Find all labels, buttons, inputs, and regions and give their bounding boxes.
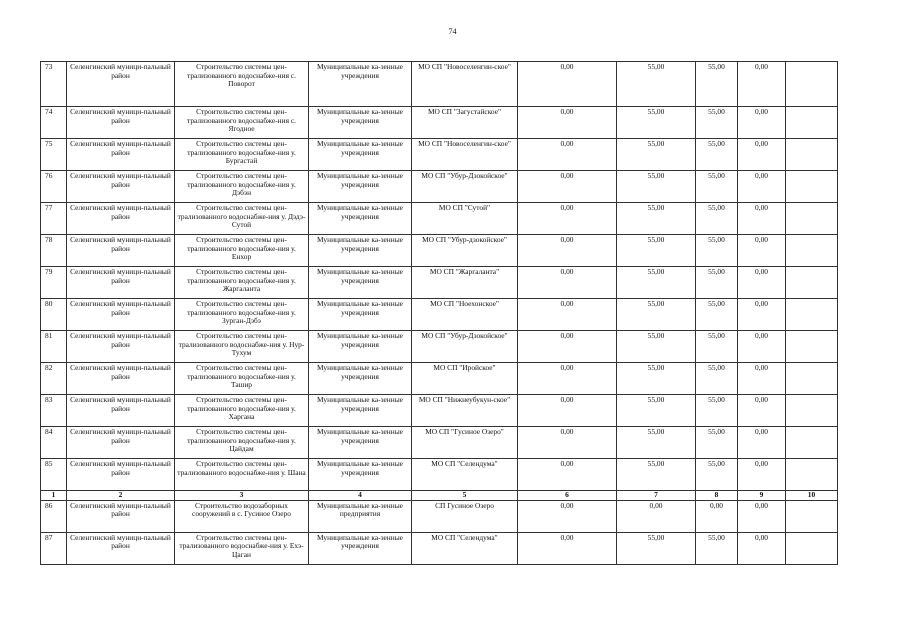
- municipality-cell: МО СП "Селендума": [412, 459, 518, 491]
- district-cell: Селенгинский муници-пальный район: [67, 500, 175, 532]
- district-cell: Селенгинский муници-пальный район: [67, 139, 175, 171]
- row-number-cell: 82: [41, 363, 67, 395]
- value-cell-10: [786, 532, 838, 564]
- recipient-cell: Муниципальные ка-зенные учреждения: [309, 267, 412, 299]
- recipient-cell: Муниципальные ка-зенные учреждения: [309, 331, 412, 363]
- recipient-cell: Муниципальные ка-зенные учреждения: [309, 299, 412, 331]
- value-cell-9: 0,00: [738, 267, 786, 299]
- table-body-lower: [41, 500, 838, 564]
- value-cell-9: 0,00: [738, 427, 786, 459]
- value-cell-10: [786, 139, 838, 171]
- value-cell-8: 55,00: [696, 459, 738, 491]
- value-cell-9: 0,00: [738, 395, 786, 427]
- district-cell: Селенгинский муници-пальный район: [67, 299, 175, 331]
- value-cell-6: 0,00: [518, 427, 617, 459]
- value-cell-6: 0,00: [518, 395, 617, 427]
- value-cell-6: 0,00: [518, 331, 617, 363]
- district-cell: Селенгинский муници-пальный район: [67, 395, 175, 427]
- value-cell-9: 0,00: [738, 363, 786, 395]
- recipient-cell: Муниципальные ка-зенные предприятия: [309, 500, 412, 532]
- municipality-cell: МО СП "Новоселенгин-ское": [412, 62, 518, 107]
- value-cell-9: 0,00: [738, 171, 786, 203]
- value-cell-6: 0,00: [518, 299, 617, 331]
- value-cell-9: 0,00: [738, 532, 786, 564]
- recipient-cell: Муниципальные ка-зенные учреждения: [309, 139, 412, 171]
- value-cell-7: 55,00: [617, 395, 696, 427]
- row-number-cell: 77: [41, 203, 67, 235]
- value-cell-10: [786, 500, 838, 532]
- value-cell-8: 55,00: [696, 62, 738, 107]
- recipient-cell: Муниципальные ка-зенные учреждения: [309, 363, 412, 395]
- district-cell: Селенгинский муници-пальный район: [67, 107, 175, 139]
- value-cell-7: 55,00: [617, 203, 696, 235]
- value-cell-8: 55,00: [696, 203, 738, 235]
- project-cell: Строительство системы цен-трализованного водоснабже-ния у. Нур-Тухум: [175, 331, 309, 363]
- value-cell-9: 0,00: [738, 139, 786, 171]
- project-cell: Строительство системы цен-трализованного водоснабже-ния у. Дэдэ-Сутой: [175, 203, 309, 235]
- project-cell: Строительство системы цен-трализованного водоснабже-ния у. Харгана: [175, 395, 309, 427]
- project-cell: Строительство системы цен-трализованного водоснабже-ния у. Енхор: [175, 235, 309, 267]
- value-cell-7: 55,00: [617, 363, 696, 395]
- value-cell-6: 0,00: [518, 532, 617, 564]
- value-cell-7: 55,00: [617, 139, 696, 171]
- district-cell: Селенгинский муници-пальный район: [67, 363, 175, 395]
- district-cell: Селенгинский муници-пальный район: [67, 427, 175, 459]
- value-cell-8: 55,00: [696, 395, 738, 427]
- value-cell-8: 55,00: [696, 532, 738, 564]
- value-cell-6: 0,00: [518, 139, 617, 171]
- row-number-cell: 87: [41, 532, 67, 564]
- value-cell-8: 0,00: [696, 500, 738, 532]
- row-number-cell: 75: [41, 139, 67, 171]
- table-row: [41, 459, 838, 491]
- page-number: 74: [448, 27, 457, 36]
- row-number-cell: 84: [41, 427, 67, 459]
- col-number-cell: 4: [309, 491, 412, 501]
- recipient-cell: Муниципальные ка-зенные учреждения: [309, 427, 412, 459]
- col-number-cell: 5: [412, 491, 518, 501]
- value-cell-9: 0,00: [738, 500, 786, 532]
- municipality-cell: МО СП "Сутой": [412, 203, 518, 235]
- value-cell-6: 0,00: [518, 235, 617, 267]
- table-row: [41, 299, 838, 331]
- municipality-cell: СП Гусиное Озеро: [412, 500, 518, 532]
- recipient-cell: Муниципальные ка-зенные учреждения: [309, 107, 412, 139]
- recipient-cell: Муниципальные ка-зенные учреждения: [309, 62, 412, 107]
- value-cell-7: 55,00: [617, 107, 696, 139]
- project-cell: Строительство системы цен-трализованного водоснабже-ния у. Жаргаланта: [175, 267, 309, 299]
- municipality-cell: МО СП "Убур-дзокойское": [412, 235, 518, 267]
- row-number-cell: 80: [41, 299, 67, 331]
- municipality-cell: МО СП "Новоселенгин-ское": [412, 139, 518, 171]
- project-cell: Строительство системы цен-трализованного водоснабже-ния с. Ягодное: [175, 107, 309, 139]
- row-number-cell: 79: [41, 267, 67, 299]
- recipient-cell: Муниципальные ка-зенные учреждения: [309, 459, 412, 491]
- value-cell-10: [786, 62, 838, 107]
- table-body-upper: [41, 62, 838, 491]
- project-cell: Строительство водозаборных сооружений в с. Гусиное Озеро: [175, 500, 309, 532]
- table-row: [41, 203, 838, 235]
- district-cell: Селенгинский муници-пальный район: [67, 62, 175, 107]
- recipient-cell: Муниципальные ка-зенные учреждения: [309, 203, 412, 235]
- row-number-cell: 81: [41, 331, 67, 363]
- value-cell-8: 55,00: [696, 427, 738, 459]
- value-cell-8: 55,00: [696, 363, 738, 395]
- value-cell-9: 0,00: [738, 235, 786, 267]
- col-number-cell: 7: [617, 491, 696, 501]
- table-row: [41, 363, 838, 395]
- table-row: [41, 532, 838, 564]
- value-cell-10: [786, 235, 838, 267]
- project-cell: Строительство системы цен-трализованного водоснабже-ния у. Бургастай: [175, 139, 309, 171]
- value-cell-7: 55,00: [617, 459, 696, 491]
- municipality-cell: МО СП "Жаргаланта": [412, 267, 518, 299]
- value-cell-9: 0,00: [738, 203, 786, 235]
- recipient-cell: Муниципальные ка-зенные учреждения: [309, 171, 412, 203]
- project-cell: Строительство системы цен-трализованного водоснабже-ния у. Шана: [175, 459, 309, 491]
- row-number-cell: 85: [41, 459, 67, 491]
- value-cell-9: 0,00: [738, 107, 786, 139]
- value-cell-6: 0,00: [518, 500, 617, 532]
- col-number-cell: 6: [518, 491, 617, 501]
- value-cell-7: 55,00: [617, 427, 696, 459]
- municipality-cell: МО СП "Иройское": [412, 363, 518, 395]
- value-cell-6: 0,00: [518, 267, 617, 299]
- municipality-cell: МО СП "Ноехонское": [412, 299, 518, 331]
- value-cell-9: 0,00: [738, 62, 786, 107]
- project-cell: Строительство системы цен-трализованного водоснабже-ния у. Дэбэн: [175, 171, 309, 203]
- col-number-cell: 8: [696, 491, 738, 501]
- table-row: [41, 331, 838, 363]
- value-cell-6: 0,00: [518, 171, 617, 203]
- value-cell-7: 55,00: [617, 235, 696, 267]
- table-row: [41, 427, 838, 459]
- value-cell-7: 55,00: [617, 62, 696, 107]
- column-number-header: [41, 491, 838, 501]
- district-cell: Селенгинский муници-пальный район: [67, 203, 175, 235]
- value-cell-8: 55,00: [696, 139, 738, 171]
- value-cell-7: 55,00: [617, 299, 696, 331]
- recipient-cell: Муниципальные ка-зенные учреждения: [309, 235, 412, 267]
- municipality-cell: МО СП "Загустайское": [412, 107, 518, 139]
- value-cell-6: 0,00: [518, 203, 617, 235]
- value-cell-10: [786, 107, 838, 139]
- recipient-cell: Муниципальные ка-зенные учреждения: [309, 532, 412, 564]
- row-number-cell: 74: [41, 107, 67, 139]
- value-cell-9: 0,00: [738, 331, 786, 363]
- row-number-cell: 76: [41, 171, 67, 203]
- table-row: [41, 267, 838, 299]
- district-cell: Селенгинский муници-пальный район: [67, 171, 175, 203]
- district-cell: Селенгинский муници-пальный район: [67, 532, 175, 564]
- col-number-cell: 3: [175, 491, 309, 501]
- value-cell-8: 55,00: [696, 235, 738, 267]
- value-cell-10: [786, 427, 838, 459]
- project-cell: Строительство системы цен-трализованного водоснабже-ния у. Ехэ-Цаган: [175, 532, 309, 564]
- district-cell: Селенгинский муници-пальный район: [67, 331, 175, 363]
- value-cell-6: 0,00: [518, 62, 617, 107]
- value-cell-9: 0,00: [738, 459, 786, 491]
- col-number-cell: 2: [67, 491, 175, 501]
- district-cell: Селенгинский муници-пальный район: [67, 267, 175, 299]
- budget-table: [40, 61, 838, 565]
- municipality-cell: МО СП "Селендума": [412, 532, 518, 564]
- value-cell-7: 55,00: [617, 171, 696, 203]
- value-cell-6: 0,00: [518, 363, 617, 395]
- value-cell-10: [786, 331, 838, 363]
- column-number-row: [41, 491, 838, 501]
- table-row: [41, 171, 838, 203]
- table-row: [41, 62, 838, 107]
- value-cell-6: 0,00: [518, 107, 617, 139]
- value-cell-10: [786, 363, 838, 395]
- row-number-cell: 78: [41, 235, 67, 267]
- value-cell-10: [786, 299, 838, 331]
- municipality-cell: МО СП "Нижнеубукун-ское": [412, 395, 518, 427]
- value-cell-7: 55,00: [617, 267, 696, 299]
- value-cell-8: 55,00: [696, 331, 738, 363]
- municipality-cell: МО СП "Убур-Дзокойское": [412, 171, 518, 203]
- table-row: [41, 235, 838, 267]
- col-number-cell: 10: [786, 491, 838, 501]
- district-cell: Селенгинский муници-пальный район: [67, 235, 175, 267]
- value-cell-10: [786, 459, 838, 491]
- municipality-cell: МО СП "Гусиное Озеро": [412, 427, 518, 459]
- table-row: [41, 107, 838, 139]
- row-number-cell: 83: [41, 395, 67, 427]
- project-cell: Строительство системы цен-трализованного водоснабже-ния у. Зурган-Дэбэ: [175, 299, 309, 331]
- district-cell: Селенгинский муници-пальный район: [67, 459, 175, 491]
- project-cell: Строительство системы цен-трализованного водоснабже-ния у. Цайдам: [175, 427, 309, 459]
- value-cell-10: [786, 267, 838, 299]
- value-cell-6: 0,00: [518, 459, 617, 491]
- value-cell-7: 55,00: [617, 532, 696, 564]
- row-number-cell: 73: [41, 62, 67, 107]
- project-cell: Строительство системы цен-трализованного водоснабже-ния у. Ташир: [175, 363, 309, 395]
- col-number-cell: 1: [41, 491, 67, 501]
- value-cell-9: 0,00: [738, 299, 786, 331]
- value-cell-10: [786, 395, 838, 427]
- table-row: [41, 500, 838, 532]
- project-cell: Строительство системы цен-трализованного водоснабже-ния с. Поворот: [175, 62, 309, 107]
- value-cell-10: [786, 171, 838, 203]
- value-cell-10: [786, 203, 838, 235]
- row-number-cell: 86: [41, 500, 67, 532]
- value-cell-8: 55,00: [696, 299, 738, 331]
- value-cell-8: 55,00: [696, 171, 738, 203]
- value-cell-8: 55,00: [696, 267, 738, 299]
- col-number-cell: 9: [738, 491, 786, 501]
- recipient-cell: Муниципальные ка-зенные учреждения: [309, 395, 412, 427]
- table-row: [41, 139, 838, 171]
- table-row: [41, 395, 838, 427]
- municipality-cell: МО СП "Убур-Дзокойское": [412, 331, 518, 363]
- value-cell-7: 0,00: [617, 500, 696, 532]
- value-cell-8: 55,00: [696, 107, 738, 139]
- value-cell-7: 55,00: [617, 331, 696, 363]
